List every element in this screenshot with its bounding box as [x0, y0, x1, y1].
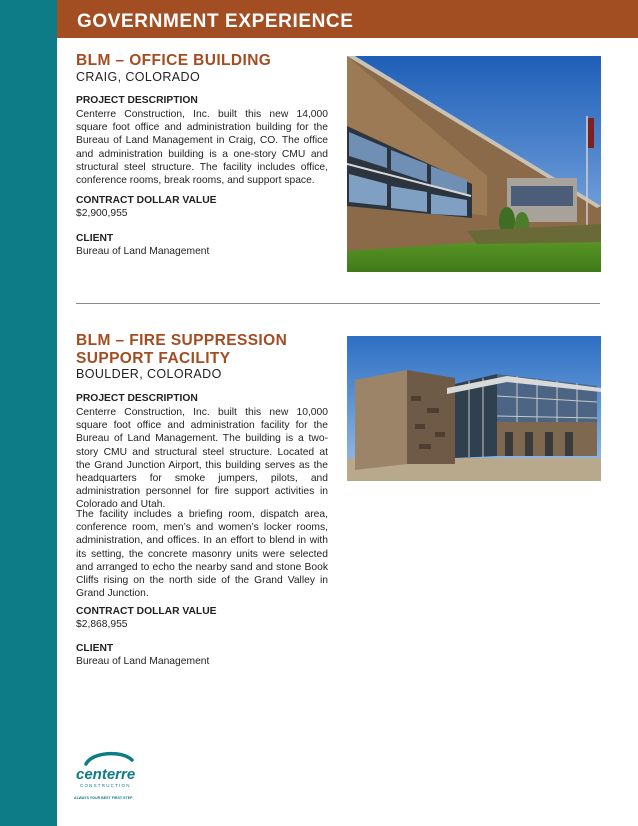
logo-tagline: ALWAYS YOUR BEST FIRST STEP	[74, 796, 133, 800]
client-name: Bureau of Land Management	[76, 246, 210, 257]
section-title: GOVERNMENT EXPERIENCE	[77, 11, 354, 32]
section-divider	[76, 303, 600, 304]
office-building-photo	[347, 56, 601, 272]
left-teal-bar	[0, 0, 57, 826]
contract-value-label: CONTRACT DOLLAR VALUE	[76, 606, 217, 617]
logo-subtitle: CONSTRUCTION	[80, 783, 131, 788]
logo-wordmark: centerre	[76, 766, 136, 783]
contract-value-label: CONTRACT DOLLAR VALUE	[76, 195, 217, 206]
project-title: BLM – FIRE SUPPRESSION	[76, 332, 288, 349]
contract-value: $2,900,955	[76, 208, 128, 219]
project-location: CRAIG, COLORADO	[76, 70, 201, 84]
contract-value: $2,868,955	[76, 619, 128, 630]
description-label: PROJECT DESCRIPTION	[76, 95, 198, 106]
fire-facility-photo	[347, 336, 601, 481]
project-location: BOULDER, COLORADO	[76, 367, 222, 381]
project-description-continued: The facility includes a briefing room, dispatch area, conference room, men’s and women’s locker rooms, administration, and offices. In an effort to blend in with its setting, the concrete masonry units were selected and arranged to echo the nearby sand and stone Book Cliffs rising on the north side of the Grand Valley in Grand Junction.	[76, 509, 328, 600]
project-description: Centerre Construction, Inc. built this new 14,000 square foot office and administration building for the Bureau of Land Management in Craig, CO. The office and administration building is a one-story CMU and structural steel structure. The facility includes office, conference rooms, break rooms, and support space.	[76, 109, 328, 187]
project-title: BLM – OFFICE BUILDING	[76, 52, 272, 69]
client-label: CLIENT	[76, 643, 114, 654]
project-title-line-2: SUPPORT FACILITY	[76, 350, 231, 367]
client-label: CLIENT	[76, 233, 114, 244]
project-description: Centerre Construction, Inc. built this new 10,000 square foot office and administration facility for the Bureau of Land Management. The building is a two-story CMU and structural steel structure. Located at the Grand Junction Airport, this building serves as the headquarters for smoke jumpers, pilots, and administration personnel for fire support activities in Colorado and Utah.	[76, 407, 328, 511]
client-name: Bureau of Land Management	[76, 656, 210, 667]
description-label: PROJECT DESCRIPTION	[76, 393, 198, 404]
centerre-logo	[72, 750, 142, 802]
section-header	[57, 0, 638, 38]
